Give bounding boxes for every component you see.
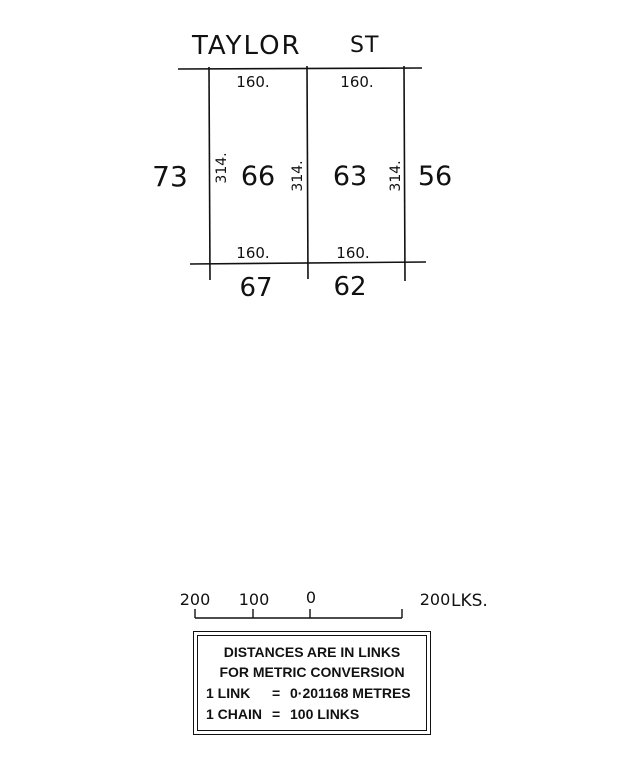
- lot-66-bottom-dimension: 160.: [236, 244, 270, 262]
- legend-chain-value: 100 LINKS: [290, 706, 360, 722]
- lot-63-side-dimension: 314.: [290, 160, 306, 192]
- scale-label-100: 100: [238, 590, 270, 609]
- lot-63-right-boundary: [404, 66, 405, 281]
- legend-link-equals: =: [272, 685, 281, 701]
- scale-label-0: 0: [305, 588, 317, 607]
- lot-63-top-dimension: 160.: [340, 73, 374, 91]
- lot-63-bottom-dimension: 160.: [336, 244, 370, 262]
- legend-line-1: DISTANCES ARE IN LINKS: [223, 644, 401, 660]
- lot-66-number: 66: [240, 161, 276, 192]
- right-side-dimension: 314.: [388, 160, 404, 192]
- scale-unit-label: LKS.: [451, 591, 488, 611]
- legend-chain-equals: =: [272, 706, 281, 722]
- legend-link-label: 1 LINK: [206, 685, 251, 701]
- legend-chain-label: 1 CHAIN: [206, 706, 263, 722]
- street-frontage-line: [178, 68, 422, 69]
- street-name: TAYLOR: [192, 31, 302, 61]
- scale-label-200-right: 200: [419, 590, 451, 609]
- neighbour-lot-56: 56: [417, 161, 453, 192]
- legend-line-2: FOR METRIC CONVERSION: [219, 664, 405, 680]
- lot-66-top-dimension: 160.: [236, 73, 270, 91]
- lot-divider-line: [307, 66, 308, 279]
- conversion-legend: [193, 631, 431, 735]
- street-suffix: ST: [350, 33, 380, 58]
- lot-63-number: 63: [332, 161, 368, 192]
- legend-link-value: 0·201168 METRES: [290, 685, 411, 701]
- neighbour-lot-62: 62: [333, 272, 367, 302]
- scale-bar: [195, 609, 402, 618]
- scale-label-200-left: 200: [179, 590, 211, 609]
- neighbour-lot-67: 67: [239, 273, 273, 303]
- lot-66-left-boundary: [209, 67, 210, 280]
- lot-66-side-dimension: 314.: [214, 152, 230, 184]
- neighbour-lot-73: 73: [152, 160, 188, 193]
